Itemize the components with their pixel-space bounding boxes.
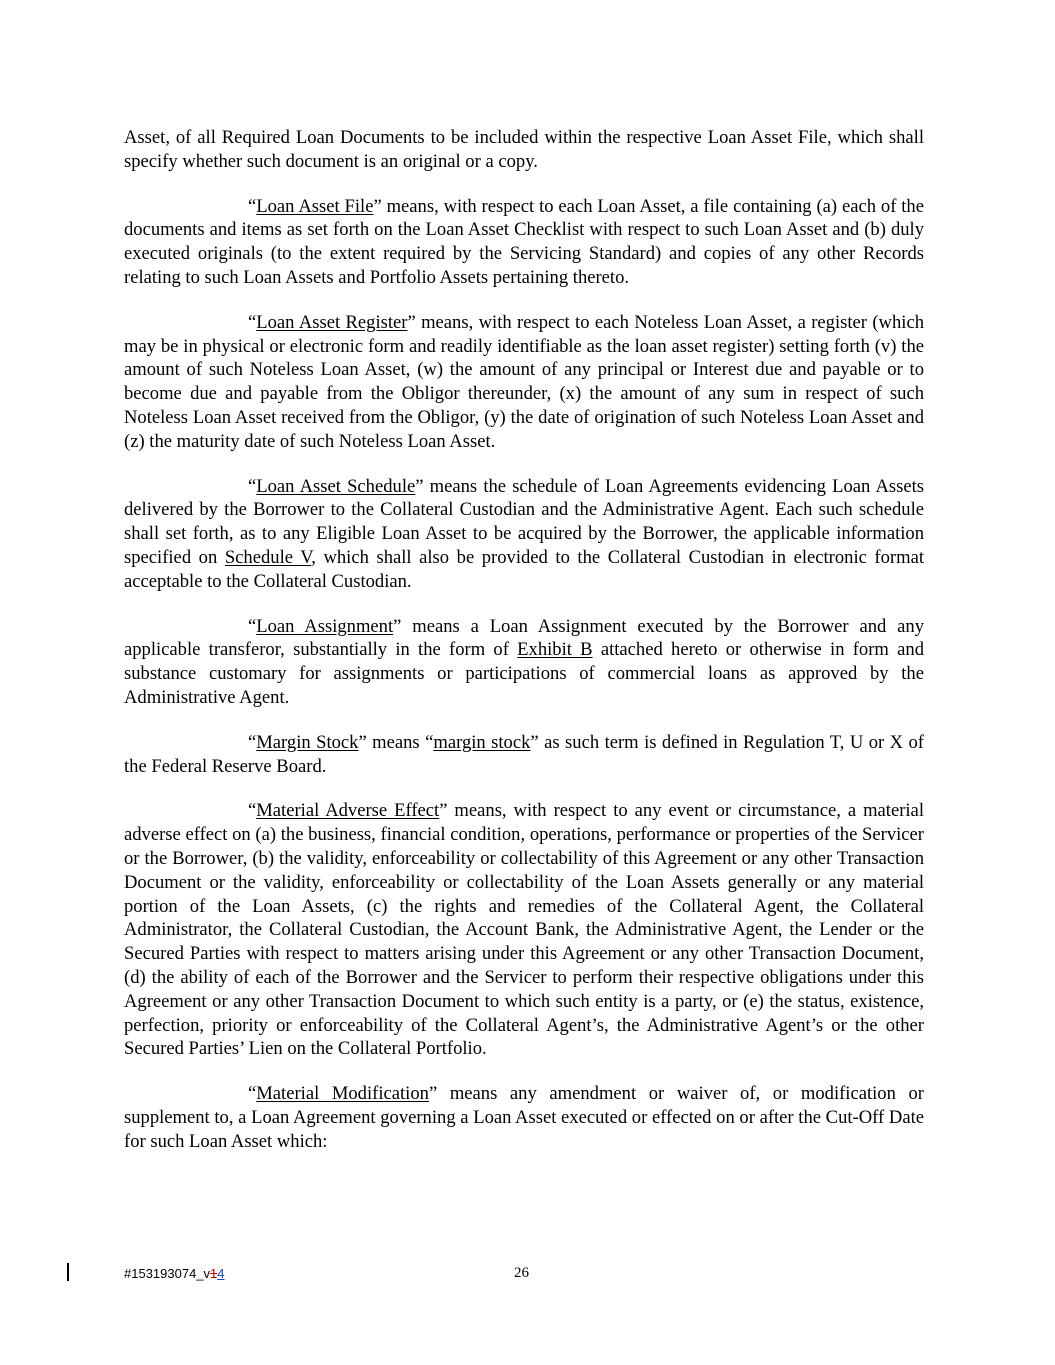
page-number: 26	[514, 1265, 529, 1281]
exhibit-reference: Exhibit B	[517, 639, 593, 661]
open-quote: “	[248, 311, 257, 333]
definition-text: ” means the schedule of Loan Agreements evidencing Loan Assets delivered by the Borrower to the Collateral Custodian and the Administrative Agent. Each such schedule shall set forth, as to any Eligible Loan Asset to be acquired by the Borrower, the applicable information specified on	[124, 475, 925, 568]
definition-text-cont: , which shall also be provided to the Collateral Custodian in electronic format acceptable to the Collateral Custodian.	[124, 546, 924, 592]
defined-term: Material Adverse Effect	[256, 800, 440, 822]
schedule-reference: Schedule V	[224, 546, 312, 568]
doc-id-prefix: #153193074_v	[124, 1266, 211, 1281]
definition-margin-stock	[124, 731, 924, 779]
open-quote: “	[248, 800, 257, 822]
definition-text-cont: attached hereto or otherwise in form and substance customary for assignments or participations of commercial loans as approved by the Administrative Agent.	[124, 639, 924, 708]
defined-term: Loan Asset Schedule	[256, 475, 416, 497]
definition-text: ” means, with respect to any event or circumstance, a material adverse effect on (a) the business, financial condition, operations, performance or properties of the Servicer or the Borrower, (b) the validity, enforceability or collectability of this Agreement or any other Transaction Document or the validity, enforceability or collectability of the Loan Assets generally or any material portion of the Loan Assets, (c) the rights and remedies of the Collateral Agent, the Collateral Administrator, the Collateral Custodian, the Account Bank, the Administrative Agent, the Lender or the Secured Parties with respect to matters arising under this Agreement or any other Transaction Document, (d) the ability of each of the Borrower and the Servicer to perform their respective obligations under this Agreement or any other Transaction Document to which such entity is a party, or (e) the status, existence, perfection, priority or enforceability of the Collateral Agent’s, the Administrative Agent’s or the other Secured Parties’ Lien on the Collateral Portfolio.	[124, 800, 924, 1060]
document-body	[124, 126, 924, 1174]
open-quote: “	[248, 1083, 257, 1105]
definition-loan-asset-schedule	[124, 475, 924, 594]
defined-term: Margin Stock	[256, 731, 359, 753]
defined-term: Material Modification	[256, 1083, 429, 1105]
definition-material-modification	[124, 1082, 924, 1153]
document-id	[124, 1266, 225, 1281]
definition-loan-asset-file	[124, 195, 924, 290]
paragraph-continuation: Asset, of all Required Loan Documents to be included within the respective Loan Asset File, which shall specify whether such document is an original or a copy.	[124, 127, 924, 172]
definition-text: ” means a Loan Assignment executed by the Borrower and any applicable transferor, substantially in the form of	[124, 615, 924, 661]
deleted-version: 1	[210, 1266, 218, 1281]
defined-term: Loan Asset Register	[256, 311, 408, 333]
definition-loan-assignment	[124, 615, 924, 710]
open-quote: “	[248, 475, 257, 497]
definition-text: ” means, with respect to each Loan Asset, a file containing (a) each of the documents and items as set forth on the Loan Asset Checklist with respect to such Loan Asset and (b) duly executed originals (to the extent required by the Servicing Standard) and copies of any other Records relating to such Loan Assets and Portfolio Assets pertaining thereto.	[124, 195, 924, 288]
quoted-term: margin stock	[433, 731, 531, 753]
defined-term: Loan Assignment	[256, 615, 394, 637]
open-quote: “	[248, 731, 257, 753]
open-quote: “	[248, 195, 257, 217]
defined-term: Loan Asset File	[256, 195, 374, 217]
definition-loan-asset-register	[124, 311, 924, 454]
inserted-version: 4	[217, 1266, 225, 1281]
definition-text: ” means any amendment or waiver of, or modification or supplement to, a Loan Agreement governing a Loan Asset executed or effected on or after the Cut-Off Date for such Loan Asset which:	[124, 1083, 924, 1152]
open-quote: “	[248, 615, 257, 637]
definition-material-adverse-effect	[124, 799, 924, 1061]
change-bar	[67, 1263, 69, 1281]
definition-text: ” means “	[358, 731, 434, 753]
definition-text-cont: ” as such term is defined in Regulation T, U or X of the Federal Reserve Board.	[124, 731, 924, 777]
definition-text: ” means, with respect to each Noteless Loan Asset, a register (which may be in physical or electronic form and readily identifiable as the loan asset register) setting forth (v) the amount of such Noteless Loan Asset, (w) the amount of any principal or Interest due and payable or to become due and payable from the Obligor thereunder, (x) the amount of any sum in respect of such Noteless Loan Asset received from the Obligor, (y) the date of origination of such Noteless Loan Asset and (z) the maturity date of such Noteless Loan Asset.	[124, 311, 924, 452]
